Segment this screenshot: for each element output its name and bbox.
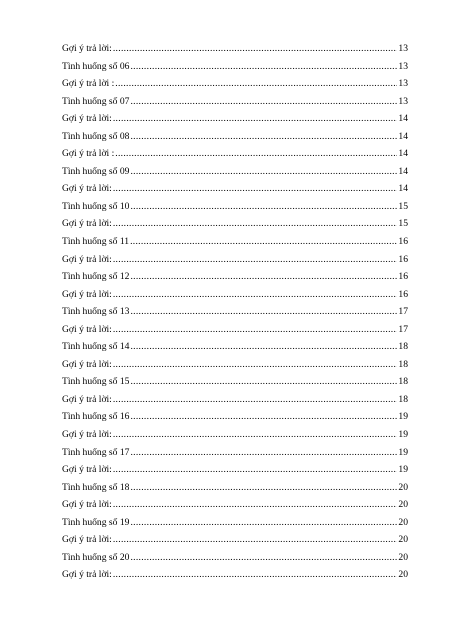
- toc-entry-label: Tình huống số 10: [62, 200, 130, 212]
- toc-leader-dots: [115, 75, 397, 93]
- toc-entry-page-number: 17: [398, 323, 408, 335]
- toc-leader-dots: [130, 58, 397, 76]
- toc-entry-label: Gợi ý trả lời:: [62, 218, 112, 230]
- toc-entry[interactable]: [62, 286, 408, 304]
- toc-entry[interactable]: [62, 531, 408, 549]
- toc-entry[interactable]: [62, 128, 408, 146]
- toc-leader-dots: [130, 444, 397, 462]
- toc-entry[interactable]: [62, 251, 408, 269]
- toc-entry-page-number: 14: [398, 183, 408, 195]
- toc-leader-dots: [113, 40, 398, 58]
- toc-entry-page-number: 14: [398, 130, 408, 142]
- toc-entry-label: Tình huống số 07: [62, 95, 130, 107]
- toc-entry-label: Gợi ý trả lời:: [62, 464, 112, 476]
- toc-leader-dots: [130, 338, 397, 356]
- toc-entry[interactable]: [62, 110, 408, 128]
- toc-entry-label: Gợi ý trả lời:: [62, 183, 112, 195]
- toc-entry-label: Tình huống số 17: [62, 446, 130, 458]
- toc-entry[interactable]: [62, 461, 408, 479]
- toc-entry-page-number: 19: [398, 446, 408, 458]
- toc-leader-dots: [130, 198, 397, 216]
- toc-entry-label: Tình huống số 13: [62, 306, 130, 318]
- table-of-contents: [62, 40, 408, 584]
- toc-entry[interactable]: [62, 356, 408, 374]
- toc-entry[interactable]: [62, 75, 408, 93]
- toc-entry-page-number: 18: [398, 358, 408, 370]
- toc-entry[interactable]: [62, 163, 408, 181]
- toc-entry-page-number: 16: [398, 271, 408, 283]
- toc-entry-label: Gợi ý trả lời:: [62, 569, 112, 581]
- toc-entry-page-number: 14: [398, 113, 408, 125]
- toc-leader-dots: [113, 461, 398, 479]
- toc-entry[interactable]: [62, 444, 408, 462]
- toc-leader-dots: [130, 268, 397, 286]
- toc-entry-page-number: 16: [398, 288, 408, 300]
- toc-entry[interactable]: [62, 145, 408, 163]
- toc-entry-page-number: 16: [398, 253, 408, 265]
- toc-entry[interactable]: [62, 496, 408, 514]
- toc-entry-label: Gợi ý trả lời :: [62, 148, 115, 160]
- toc-entry-label: Gợi ý trả lời:: [62, 499, 112, 511]
- toc-entry[interactable]: [62, 233, 408, 251]
- toc-entry-page-number: 17: [398, 306, 408, 318]
- toc-leader-dots: [113, 110, 398, 128]
- toc-entry-page-number: 20: [398, 499, 408, 511]
- toc-entry-page-number: 14: [398, 165, 408, 177]
- toc-leader-dots: [113, 286, 398, 304]
- toc-leader-dots: [113, 251, 398, 269]
- toc-leader-dots: [130, 479, 397, 497]
- toc-entry-page-number: 13: [398, 43, 408, 54]
- toc-leader-dots: [130, 408, 397, 426]
- toc-leader-dots: [113, 321, 398, 339]
- toc-entry-label: Tình huống số 06: [62, 60, 130, 72]
- toc-entry-page-number: 19: [398, 464, 408, 476]
- toc-entry[interactable]: [62, 58, 408, 76]
- toc-entry-page-number: 19: [398, 429, 408, 441]
- toc-leader-dots: [130, 128, 397, 146]
- toc-entry[interactable]: [62, 426, 408, 444]
- toc-leader-dots: [130, 549, 397, 567]
- toc-entry-page-number: 18: [398, 393, 408, 405]
- toc-entry-page-number: 15: [398, 218, 408, 230]
- toc-entry-page-number: 13: [398, 78, 408, 90]
- toc-leader-dots: [130, 303, 397, 321]
- toc-entry-page-number: 20: [398, 534, 408, 546]
- toc-leader-dots: [130, 373, 397, 391]
- toc-leader-dots: [113, 180, 398, 198]
- toc-entry-label: Tình huống số 09: [62, 165, 130, 177]
- toc-entry[interactable]: [62, 40, 408, 58]
- toc-entry[interactable]: [62, 408, 408, 426]
- toc-entry-label: Gợi ý trả lời:: [62, 429, 112, 441]
- toc-entry[interactable]: [62, 566, 408, 584]
- toc-leader-dots: [113, 356, 398, 374]
- toc-leader-dots: [130, 233, 397, 251]
- toc-entry-label: Gợi ý trả lời:: [62, 534, 112, 546]
- toc-entry-label: Gợi ý trả lời :: [62, 78, 115, 90]
- toc-entry-page-number: 19: [398, 411, 408, 423]
- toc-entry[interactable]: [62, 514, 408, 532]
- toc-entry-label: Gợi ý trả lời:: [62, 43, 112, 54]
- toc-entry[interactable]: [62, 268, 408, 286]
- toc-entry-page-number: 18: [398, 376, 408, 388]
- toc-entry[interactable]: [62, 549, 408, 567]
- toc-entry-label: Gợi ý trả lời:: [62, 323, 112, 335]
- toc-entry[interactable]: [62, 198, 408, 216]
- toc-entry-page-number: 13: [398, 60, 408, 72]
- toc-leader-dots: [113, 391, 398, 409]
- toc-entry[interactable]: [62, 391, 408, 409]
- toc-entry-label: Tình huống số 18: [62, 481, 130, 493]
- toc-leader-dots: [130, 163, 397, 181]
- toc-entry-label: Gợi ý trả lời:: [62, 288, 112, 300]
- toc-entry-label: Tình huống số 15: [62, 376, 130, 388]
- toc-entry-page-number: 18: [398, 341, 408, 353]
- toc-entry-label: Tình huống số 14: [62, 341, 130, 353]
- toc-entry-label: Tình huống số 08: [62, 130, 130, 142]
- toc-leader-dots: [113, 566, 398, 584]
- toc-entry-page-number: 20: [398, 551, 408, 563]
- toc-entry[interactable]: [62, 93, 408, 111]
- toc-entry[interactable]: [62, 373, 408, 391]
- toc-entry-label: Gợi ý trả lời:: [62, 358, 112, 370]
- toc-entry-page-number: 14: [398, 148, 408, 160]
- toc-leader-dots: [113, 215, 398, 233]
- toc-leader-dots: [113, 496, 398, 514]
- toc-entry[interactable]: [62, 180, 408, 198]
- toc-entry-label: Tình huống số 16: [62, 411, 130, 423]
- toc-entry-label: Gợi ý trả lời:: [62, 253, 112, 265]
- toc-entry[interactable]: [62, 479, 408, 497]
- toc-entry-label: Tình huống số 19: [62, 516, 130, 528]
- toc-entry-page-number: 20: [398, 516, 408, 528]
- toc-entry-page-number: 16: [398, 236, 408, 248]
- toc-entry-label: Gợi ý trả lời:: [62, 113, 112, 125]
- toc-entry-label: Tình huống số 20: [62, 551, 130, 563]
- toc-entry-page-number: 20: [398, 481, 408, 493]
- toc-leader-dots: [130, 93, 397, 111]
- toc-entry[interactable]: [62, 338, 408, 356]
- toc-entry-label: Tình huống số 12: [62, 271, 130, 283]
- toc-entry-label: Gợi ý trả lời:: [62, 393, 112, 405]
- toc-entry-page-number: 13: [398, 95, 408, 107]
- toc-leader-dots: [130, 514, 397, 532]
- toc-leader-dots: [115, 145, 397, 163]
- toc-leader-dots: [113, 531, 398, 549]
- toc-entry-page-number: 15: [398, 200, 408, 212]
- toc-entry-page-number: 20: [398, 569, 408, 581]
- toc-entry[interactable]: [62, 303, 408, 321]
- toc-leader-dots: [113, 426, 398, 444]
- toc-entry[interactable]: [62, 215, 408, 233]
- toc-entry[interactable]: [62, 321, 408, 339]
- toc-entry-label: Tình huống số 11: [62, 236, 130, 248]
